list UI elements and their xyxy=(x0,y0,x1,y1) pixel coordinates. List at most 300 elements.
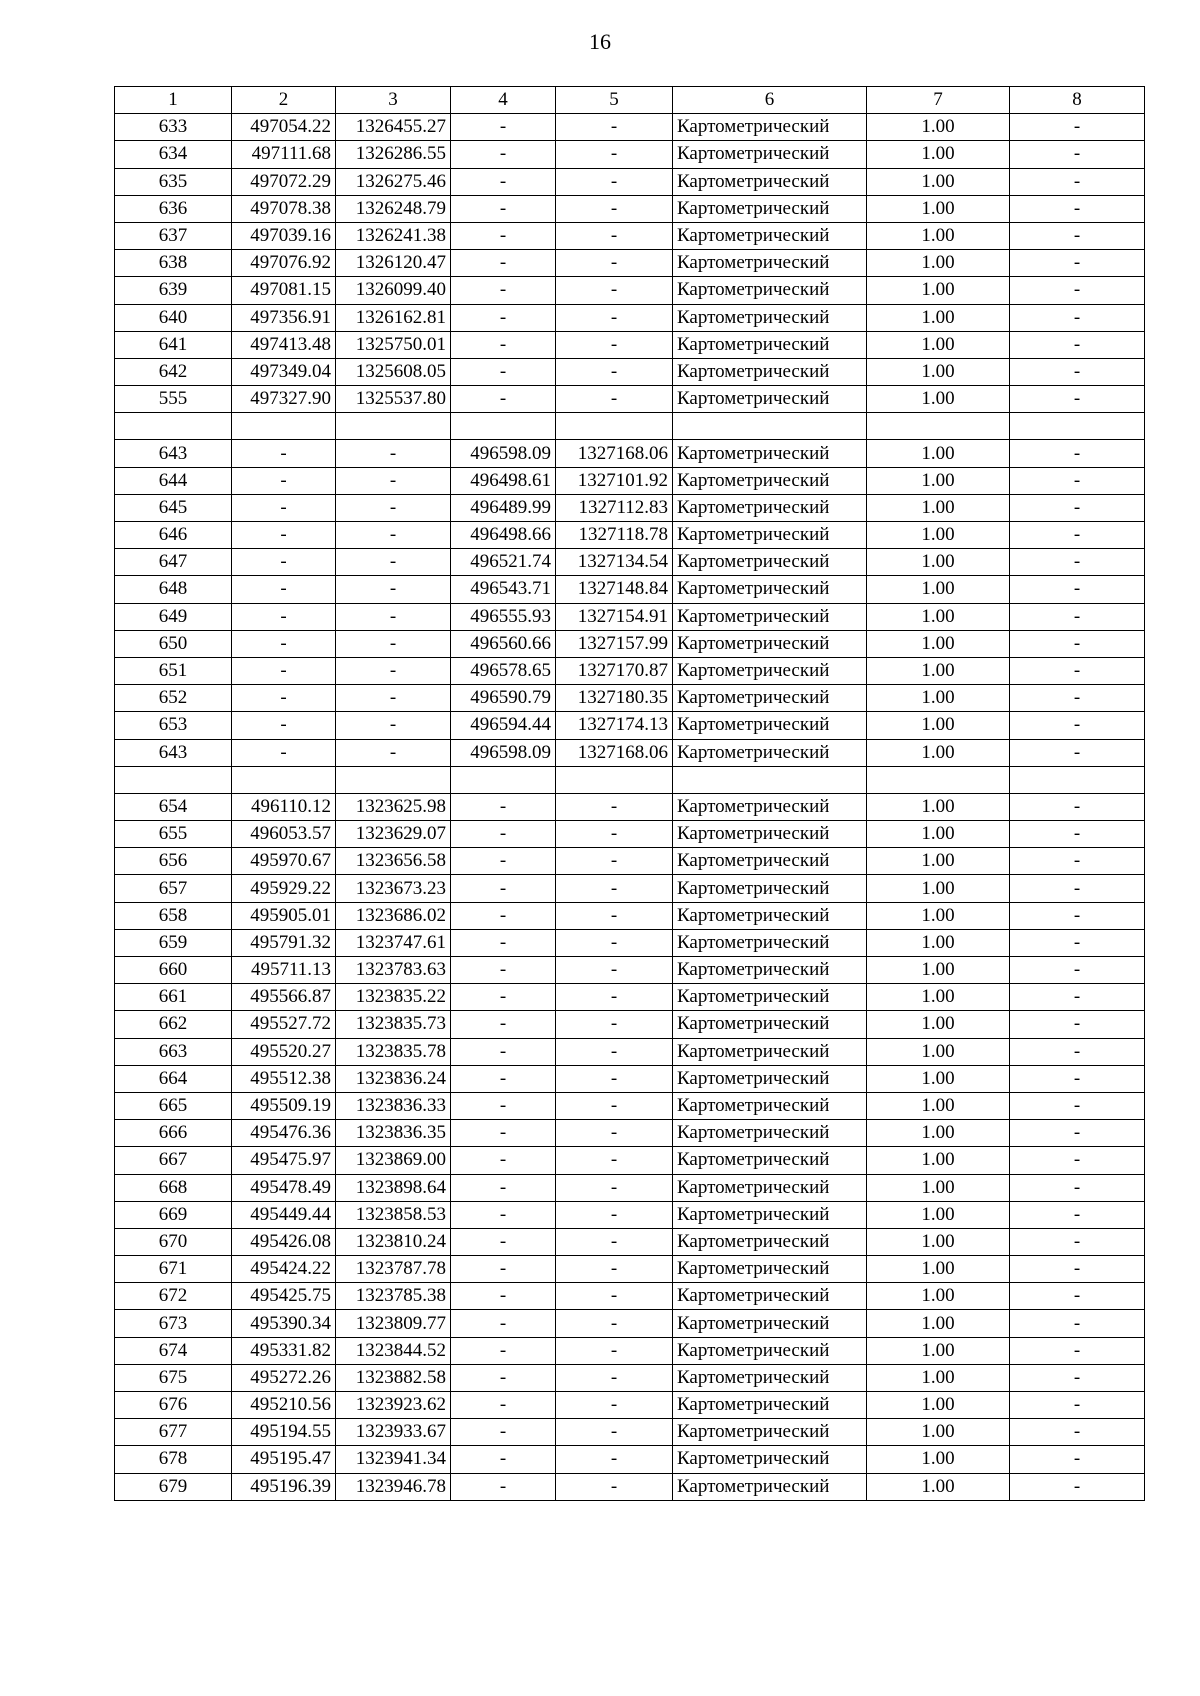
table-cell: - xyxy=(556,277,673,304)
table-cell: 495449.44 xyxy=(232,1201,336,1228)
table-cell: - xyxy=(451,1446,556,1473)
table-cell: Картометрический xyxy=(673,1337,867,1364)
table-cell: - xyxy=(1010,657,1145,684)
table-cell: 678 xyxy=(115,1446,232,1473)
table-row xyxy=(115,358,1145,385)
table-cell: - xyxy=(1010,875,1145,902)
table-cell: - xyxy=(556,1038,673,1065)
table-row xyxy=(115,685,1145,712)
table-cell: - xyxy=(1010,902,1145,929)
table-cell: 1326275.46 xyxy=(336,168,451,195)
table-cell: - xyxy=(451,168,556,195)
table-cell: - xyxy=(1010,929,1145,956)
table-cell: 496543.71 xyxy=(451,576,556,603)
table-cell: Картометрический xyxy=(673,657,867,684)
table-cell: Картометрический xyxy=(673,549,867,576)
table-cell: Картометрический xyxy=(673,250,867,277)
table-cell: - xyxy=(1010,576,1145,603)
table-cell: 497054.22 xyxy=(232,114,336,141)
table-cell: - xyxy=(1010,630,1145,657)
table-cell: 665 xyxy=(115,1092,232,1119)
table-cell: 495970.67 xyxy=(232,848,336,875)
table-row xyxy=(115,1310,1145,1337)
table-cell: - xyxy=(1010,549,1145,576)
table-cell: 497076.92 xyxy=(232,250,336,277)
table-cell: 1323783.63 xyxy=(336,957,451,984)
coordinates-table xyxy=(114,86,1145,1501)
table-cell: - xyxy=(1010,1147,1145,1174)
table-cell: 1.00 xyxy=(867,1201,1010,1228)
table-cell: 1.00 xyxy=(867,304,1010,331)
table-cell: 495272.26 xyxy=(232,1364,336,1391)
table-cell: - xyxy=(336,739,451,766)
table-cell: 1.00 xyxy=(867,630,1010,657)
table-cell: - xyxy=(556,929,673,956)
table-cell xyxy=(1010,766,1145,793)
table-row xyxy=(115,957,1145,984)
table-cell: - xyxy=(336,440,451,467)
table-row xyxy=(115,1201,1145,1228)
table-cell xyxy=(336,766,451,793)
table-cell: 657 xyxy=(115,875,232,902)
table-cell: Картометрический xyxy=(673,440,867,467)
table-cell: - xyxy=(556,1310,673,1337)
table-cell: 638 xyxy=(115,250,232,277)
table-cell: 497039.16 xyxy=(232,222,336,249)
table-cell: Картометрический xyxy=(673,277,867,304)
table-cell: Картометрический xyxy=(673,1038,867,1065)
table-row-blank xyxy=(115,413,1145,440)
table-row xyxy=(115,494,1145,521)
table-cell: 647 xyxy=(115,549,232,576)
table-cell: - xyxy=(451,1364,556,1391)
table-cell: 495390.34 xyxy=(232,1310,336,1337)
table-cell: 675 xyxy=(115,1364,232,1391)
table-cell: - xyxy=(232,467,336,494)
table-cell: - xyxy=(556,1392,673,1419)
table-cell: - xyxy=(1010,1201,1145,1228)
table-cell: - xyxy=(556,1337,673,1364)
table-cell: 659 xyxy=(115,929,232,956)
table-row xyxy=(115,386,1145,413)
table-cell: 1326455.27 xyxy=(336,114,451,141)
table-cell: 1.00 xyxy=(867,1337,1010,1364)
table-cell: 1323835.22 xyxy=(336,984,451,1011)
table-cell: 1.00 xyxy=(867,929,1010,956)
table-cell: 1323625.98 xyxy=(336,793,451,820)
table-body xyxy=(115,114,1145,1501)
table-cell: - xyxy=(1010,1364,1145,1391)
table-cell: - xyxy=(556,1364,673,1391)
table-row xyxy=(115,848,1145,875)
table-cell: 669 xyxy=(115,1201,232,1228)
table-row xyxy=(115,1228,1145,1255)
table-cell xyxy=(232,413,336,440)
table-cell: 496578.65 xyxy=(451,657,556,684)
table-row xyxy=(115,114,1145,141)
table-cell: - xyxy=(232,576,336,603)
table-cell: - xyxy=(451,1174,556,1201)
table-cell: - xyxy=(556,304,673,331)
table-cell: - xyxy=(451,1147,556,1174)
table-row xyxy=(115,793,1145,820)
table-cell: - xyxy=(556,1065,673,1092)
table-cell: - xyxy=(451,821,556,848)
table-cell: 495476.36 xyxy=(232,1120,336,1147)
table-cell: - xyxy=(336,522,451,549)
table-cell: - xyxy=(451,1256,556,1283)
table-cell: 660 xyxy=(115,957,232,984)
table-cell: - xyxy=(451,1011,556,1038)
table-cell: 496521.74 xyxy=(451,549,556,576)
table-cell: - xyxy=(1010,522,1145,549)
table-cell: - xyxy=(1010,739,1145,766)
table-cell: 496598.09 xyxy=(451,440,556,467)
table-cell: 1.00 xyxy=(867,549,1010,576)
table-cell: 1327148.84 xyxy=(556,576,673,603)
table-cell: - xyxy=(1010,1392,1145,1419)
table-cell: Картометрический xyxy=(673,168,867,195)
table-cell xyxy=(556,413,673,440)
table-cell: Картометрический xyxy=(673,522,867,549)
table-cell: - xyxy=(556,1147,673,1174)
table-cell: 670 xyxy=(115,1228,232,1255)
table-cell: - xyxy=(1010,1473,1145,1500)
table-cell: - xyxy=(1010,1120,1145,1147)
table-cell: - xyxy=(1010,1446,1145,1473)
table-cell: 677 xyxy=(115,1419,232,1446)
table-cell: 651 xyxy=(115,657,232,684)
table-cell: - xyxy=(556,1120,673,1147)
table-cell: 636 xyxy=(115,195,232,222)
table-cell: Картометрический xyxy=(673,793,867,820)
table-cell: 496594.44 xyxy=(451,712,556,739)
table-cell: Картометрический xyxy=(673,1147,867,1174)
table-cell: - xyxy=(1010,440,1145,467)
table-cell: - xyxy=(556,1011,673,1038)
table-cell: 495566.87 xyxy=(232,984,336,1011)
table-cell: - xyxy=(232,657,336,684)
table-cell: - xyxy=(336,685,451,712)
table-cell: 1.00 xyxy=(867,494,1010,521)
table-cell: 1323898.64 xyxy=(336,1174,451,1201)
table-row xyxy=(115,821,1145,848)
table-cell: 649 xyxy=(115,603,232,630)
table-row xyxy=(115,331,1145,358)
table-cell: 1327180.35 xyxy=(556,685,673,712)
table-cell: Картометрический xyxy=(673,848,867,875)
table-cell: 497413.48 xyxy=(232,331,336,358)
table-cell: 1323809.77 xyxy=(336,1310,451,1337)
table-cell: 679 xyxy=(115,1473,232,1500)
table-cell: 495475.97 xyxy=(232,1147,336,1174)
table-cell: - xyxy=(556,1473,673,1500)
table-row xyxy=(115,630,1145,657)
table-cell: 495478.49 xyxy=(232,1174,336,1201)
table-cell: 497072.29 xyxy=(232,168,336,195)
table-cell: 1323858.53 xyxy=(336,1201,451,1228)
table-cell: 497327.90 xyxy=(232,386,336,413)
table-cell: 1.00 xyxy=(867,358,1010,385)
table-row xyxy=(115,1392,1145,1419)
table-cell: Картометрический xyxy=(673,685,867,712)
table-cell: - xyxy=(556,114,673,141)
table-row xyxy=(115,712,1145,739)
table-cell: 1326241.38 xyxy=(336,222,451,249)
table-cell: - xyxy=(451,957,556,984)
table-cell xyxy=(451,766,556,793)
table-cell: 1323836.24 xyxy=(336,1065,451,1092)
table-cell: 496498.61 xyxy=(451,467,556,494)
table-cell: 633 xyxy=(115,114,232,141)
table-cell: 495527.72 xyxy=(232,1011,336,1038)
table-cell xyxy=(556,766,673,793)
table-cell: 1.00 xyxy=(867,685,1010,712)
table-cell: 671 xyxy=(115,1256,232,1283)
table-cell: 555 xyxy=(115,386,232,413)
table-row xyxy=(115,467,1145,494)
table-cell: - xyxy=(556,250,673,277)
table-row xyxy=(115,1147,1145,1174)
table-cell: 1327174.13 xyxy=(556,712,673,739)
table-cell: - xyxy=(451,331,556,358)
table-cell: 1.00 xyxy=(867,1011,1010,1038)
table-cell: - xyxy=(1010,1011,1145,1038)
table-cell xyxy=(867,413,1010,440)
table-cell: - xyxy=(556,358,673,385)
table-cell: - xyxy=(451,1201,556,1228)
table-cell: - xyxy=(1010,494,1145,521)
table-cell: 661 xyxy=(115,984,232,1011)
table-cell: 1.00 xyxy=(867,821,1010,848)
table-cell: 1327118.78 xyxy=(556,522,673,549)
table-cell: 639 xyxy=(115,277,232,304)
table-cell: 497111.68 xyxy=(232,141,336,168)
table-cell: 1323836.35 xyxy=(336,1120,451,1147)
table-cell: 635 xyxy=(115,168,232,195)
table-cell: Картометрический xyxy=(673,603,867,630)
table-cell: 1.00 xyxy=(867,1092,1010,1119)
table-cell: 642 xyxy=(115,358,232,385)
table-cell: Картометрический xyxy=(673,1011,867,1038)
table-cell: 667 xyxy=(115,1147,232,1174)
table-row xyxy=(115,250,1145,277)
table-row xyxy=(115,549,1145,576)
table-cell: - xyxy=(336,467,451,494)
table-cell: 1323923.62 xyxy=(336,1392,451,1419)
table-cell: 1.00 xyxy=(867,195,1010,222)
column-header: 2 xyxy=(232,87,336,114)
table-cell: 1327168.06 xyxy=(556,440,673,467)
table-row xyxy=(115,141,1145,168)
table-cell: Картометрический xyxy=(673,114,867,141)
table-cell: - xyxy=(451,1419,556,1446)
table-cell: Картометрический xyxy=(673,1228,867,1255)
table-cell: 676 xyxy=(115,1392,232,1419)
table-header xyxy=(115,87,1145,114)
table-cell: 1323629.07 xyxy=(336,821,451,848)
table-cell: 1323686.02 xyxy=(336,902,451,929)
table-cell: - xyxy=(556,793,673,820)
table-cell: 496590.79 xyxy=(451,685,556,712)
table-row xyxy=(115,1337,1145,1364)
column-header: 1 xyxy=(115,87,232,114)
table-cell: - xyxy=(556,331,673,358)
table-cell: 1.00 xyxy=(867,1256,1010,1283)
table-cell xyxy=(336,413,451,440)
table-cell: - xyxy=(1010,821,1145,848)
table-cell: - xyxy=(556,1092,673,1119)
table-cell: - xyxy=(451,848,556,875)
table-cell: - xyxy=(1010,848,1145,875)
table-cell: - xyxy=(1010,984,1145,1011)
table-cell: 1.00 xyxy=(867,957,1010,984)
table-cell: - xyxy=(451,793,556,820)
table-cell: Картометрический xyxy=(673,712,867,739)
table-cell: 1.00 xyxy=(867,1392,1010,1419)
table-cell: - xyxy=(1010,1256,1145,1283)
page-number: 16 xyxy=(589,29,611,54)
table-cell: 1327134.54 xyxy=(556,549,673,576)
table-cell xyxy=(1010,413,1145,440)
table-cell: 1327154.91 xyxy=(556,603,673,630)
table-cell: - xyxy=(451,250,556,277)
table-cell: - xyxy=(336,712,451,739)
table-cell: - xyxy=(451,1038,556,1065)
table-cell: 1.00 xyxy=(867,277,1010,304)
table-cell: - xyxy=(1010,250,1145,277)
table-cell: 1.00 xyxy=(867,467,1010,494)
table-row-blank xyxy=(115,766,1145,793)
table-cell: 1326099.40 xyxy=(336,277,451,304)
table-cell: 662 xyxy=(115,1011,232,1038)
table-cell: - xyxy=(232,440,336,467)
table-cell: - xyxy=(1010,1174,1145,1201)
table-cell: 1.00 xyxy=(867,1419,1010,1446)
table-cell: 497081.15 xyxy=(232,277,336,304)
table-cell: Картометрический xyxy=(673,141,867,168)
table-cell: 1325608.05 xyxy=(336,358,451,385)
table-cell: 1.00 xyxy=(867,848,1010,875)
table-row xyxy=(115,1092,1145,1119)
table-cell: - xyxy=(451,1065,556,1092)
table-cell: - xyxy=(1010,467,1145,494)
table-row xyxy=(115,1174,1145,1201)
table-cell: - xyxy=(451,1228,556,1255)
table-cell xyxy=(673,766,867,793)
table-cell: Картометрический xyxy=(673,1256,867,1283)
table-cell xyxy=(115,413,232,440)
table-cell: - xyxy=(556,386,673,413)
table-cell: 668 xyxy=(115,1174,232,1201)
table-cell: 496498.66 xyxy=(451,522,556,549)
table-cell: 496110.12 xyxy=(232,793,336,820)
table-cell: Картометрический xyxy=(673,195,867,222)
table-cell: - xyxy=(1010,1038,1145,1065)
table-cell: 1323835.78 xyxy=(336,1038,451,1065)
table-cell: 1.00 xyxy=(867,522,1010,549)
table-cell: 673 xyxy=(115,1310,232,1337)
table-cell: - xyxy=(556,1419,673,1446)
table-cell: 1.00 xyxy=(867,603,1010,630)
table-cell: - xyxy=(451,984,556,1011)
table-cell: 495509.19 xyxy=(232,1092,336,1119)
table-cell: - xyxy=(1010,195,1145,222)
table-cell: Картометрический xyxy=(673,984,867,1011)
table-cell: 1327170.87 xyxy=(556,657,673,684)
table-cell: 495929.22 xyxy=(232,875,336,902)
table-cell: - xyxy=(232,494,336,521)
table-row xyxy=(115,1256,1145,1283)
table-cell: 1323869.00 xyxy=(336,1147,451,1174)
table-cell: 646 xyxy=(115,522,232,549)
table-cell: 1.00 xyxy=(867,1147,1010,1174)
table-cell: Картометрический xyxy=(673,821,867,848)
table-cell: 1.00 xyxy=(867,114,1010,141)
table-cell: 655 xyxy=(115,821,232,848)
table-cell: 674 xyxy=(115,1337,232,1364)
table-cell: 495195.47 xyxy=(232,1446,336,1473)
table-cell: Картометрический xyxy=(673,1419,867,1446)
table-cell: 495520.27 xyxy=(232,1038,336,1065)
table-cell: - xyxy=(556,821,673,848)
table-cell: - xyxy=(451,195,556,222)
table-cell: 643 xyxy=(115,739,232,766)
table-cell: - xyxy=(1010,331,1145,358)
table-cell: 1323933.67 xyxy=(336,1419,451,1446)
table-cell: Картометрический xyxy=(673,1310,867,1337)
table-cell: - xyxy=(1010,685,1145,712)
table-row xyxy=(115,902,1145,929)
table-cell: - xyxy=(1010,793,1145,820)
table-cell: - xyxy=(336,494,451,521)
table-cell: 1.00 xyxy=(867,739,1010,766)
table-cell: - xyxy=(1010,304,1145,331)
table-cell: - xyxy=(556,984,673,1011)
table-cell: 658 xyxy=(115,902,232,929)
table-cell: 1.00 xyxy=(867,1473,1010,1500)
table-cell: 648 xyxy=(115,576,232,603)
table-cell: 1.00 xyxy=(867,712,1010,739)
table-cell: Картометрический xyxy=(673,902,867,929)
table-cell: Картометрический xyxy=(673,739,867,766)
table-cell: 1.00 xyxy=(867,576,1010,603)
column-header: 7 xyxy=(867,87,1010,114)
table-cell: 640 xyxy=(115,304,232,331)
table-cell: 634 xyxy=(115,141,232,168)
table-cell: - xyxy=(451,902,556,929)
table-cell: 496598.09 xyxy=(451,739,556,766)
table-cell: 1.00 xyxy=(867,1120,1010,1147)
table-cell: 1.00 xyxy=(867,1283,1010,1310)
table-row xyxy=(115,1120,1145,1147)
table-cell: - xyxy=(451,358,556,385)
table-cell: - xyxy=(232,739,336,766)
table-cell: 1327157.99 xyxy=(556,630,673,657)
table-row xyxy=(115,984,1145,1011)
table-cell xyxy=(232,766,336,793)
table-cell: 1323844.52 xyxy=(336,1337,451,1364)
table-row xyxy=(115,929,1145,956)
table-cell: 1323787.78 xyxy=(336,1256,451,1283)
table-cell: 1323835.73 xyxy=(336,1011,451,1038)
table-cell: 1.00 xyxy=(867,168,1010,195)
table-row xyxy=(115,522,1145,549)
table-cell: - xyxy=(1010,386,1145,413)
table-cell: - xyxy=(451,304,556,331)
table-cell: 496555.93 xyxy=(451,603,556,630)
table-cell: - xyxy=(336,630,451,657)
